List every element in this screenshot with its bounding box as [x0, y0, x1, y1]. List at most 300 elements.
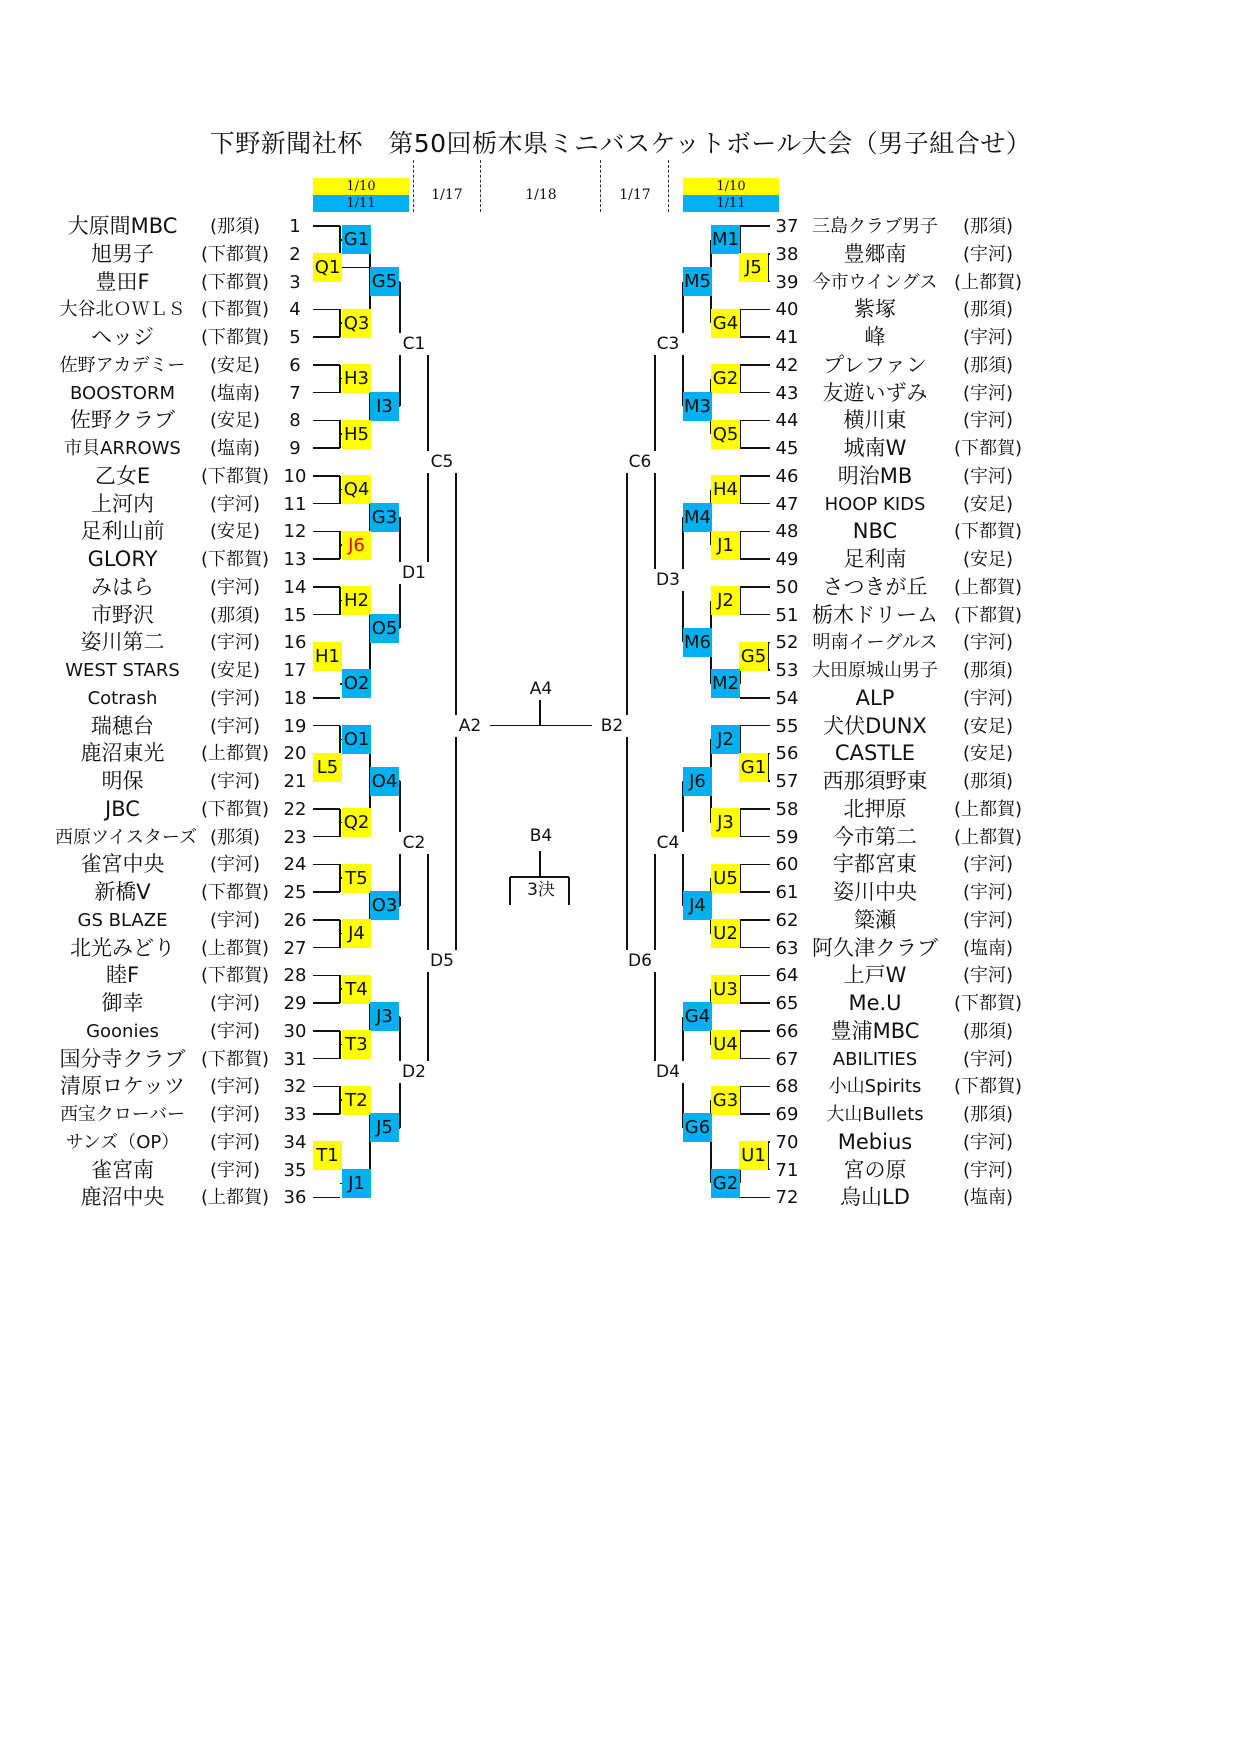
game-box: Q2	[342, 808, 371, 837]
team-name: 雀宮南	[91, 1157, 154, 1182]
team-number: 56	[775, 743, 799, 765]
team-number: 13	[283, 549, 307, 570]
team-prefecture: (安足)	[209, 521, 261, 543]
bracket-line	[740, 891, 770, 893]
team-prefecture: (下都賀)	[200, 798, 270, 820]
bracket-line	[313, 531, 340, 533]
team-name: 清原ロケッツ	[60, 1074, 185, 1099]
game-box: T4	[342, 975, 371, 1004]
round-label: D6	[620, 950, 660, 972]
bracket-line	[740, 1002, 770, 1004]
round-label: D5	[422, 950, 462, 972]
team-prefecture: (上都賀)	[200, 743, 270, 765]
round-label: B4	[521, 825, 561, 847]
bracket-line	[740, 836, 770, 838]
bracket-line	[740, 725, 770, 727]
game-box: U1	[739, 1141, 768, 1170]
team-name: 足利山前	[80, 519, 165, 544]
game-box: I3	[370, 392, 399, 421]
game-box: M5	[683, 267, 712, 296]
team-prefecture: (宇河)	[209, 854, 261, 876]
team-prefecture: (上都賀)	[953, 826, 1023, 848]
header-date-right-yellow: 1/10	[683, 178, 779, 195]
team-number: 1	[289, 216, 301, 237]
team-prefecture: (宇河)	[209, 1104, 261, 1125]
team-name: JBC	[105, 796, 140, 821]
bracket-line	[740, 364, 770, 366]
bracket-line	[740, 503, 770, 505]
team-name: 西原ツイスターズ	[55, 826, 198, 848]
team-number: 46	[775, 465, 799, 487]
team-prefecture: (宇河)	[209, 771, 261, 792]
team-number: 10	[283, 465, 307, 487]
bracket-line	[740, 586, 770, 588]
team-number: 6	[289, 354, 301, 376]
round-label: C4	[648, 832, 688, 854]
team-number: 54	[775, 687, 799, 709]
team-name: 明保	[101, 769, 144, 793]
team-number: 14	[283, 576, 307, 598]
team-name: 栃木ドリーム	[812, 602, 938, 627]
team-prefecture: (上都賀)	[953, 798, 1023, 820]
bracket-line	[740, 919, 770, 921]
game-box: G6	[683, 1113, 712, 1142]
team-name: 豊郷南	[843, 241, 907, 266]
team-prefecture: (那須)	[962, 1020, 1014, 1042]
team-number: 33	[283, 1104, 307, 1125]
team-prefecture: (下都賀)	[953, 521, 1023, 543]
game-box: G3	[711, 1086, 740, 1115]
round-label: C3	[648, 333, 688, 355]
bracket-line	[740, 947, 770, 949]
game-box: H2	[342, 586, 371, 615]
team-prefecture: (宇河)	[209, 687, 261, 709]
team-number: 57	[775, 771, 799, 792]
team-number: 63	[775, 937, 799, 959]
team-name: みはら	[91, 574, 154, 599]
page-title: 下野新聞社杯 第50回栃木県ミニバスケットボール大会（男子組合せ）	[209, 129, 1032, 158]
team-name: 旭男子	[91, 241, 154, 266]
team-prefecture: (宇河)	[962, 243, 1014, 265]
team-number: 64	[775, 965, 799, 987]
team-name: 国分寺クラブ	[59, 1046, 186, 1071]
team-prefecture: (宇河)	[209, 1076, 261, 1098]
game-box: J5	[370, 1113, 399, 1142]
header-date-left-blue: 1/11	[313, 195, 409, 212]
bracket-line	[510, 876, 569, 878]
bracket-line	[539, 698, 541, 726]
team-name: さつきが丘	[822, 574, 928, 599]
bracket-line	[740, 864, 770, 866]
bracket-line	[313, 420, 340, 422]
team-prefecture: (安足)	[962, 493, 1014, 515]
game-box: H4	[711, 475, 740, 504]
game-box: L5	[313, 753, 342, 782]
game-box: Q4	[342, 475, 371, 504]
team-name: CASTLE	[834, 741, 916, 766]
team-name: WEST STARS	[65, 660, 180, 681]
team-name: HOOP KIDS	[824, 493, 926, 515]
bracket-line	[313, 725, 340, 727]
bracket-line	[539, 851, 541, 877]
team-prefecture: (下都賀)	[200, 243, 270, 265]
team-name: 今市ウイングス	[812, 271, 938, 293]
game-box: M1	[711, 225, 740, 254]
bracket-line	[313, 1086, 340, 1088]
team-prefecture: (安足)	[962, 743, 1014, 765]
team-name: 鹿沼中央	[80, 1185, 165, 1210]
team-number: 2	[289, 243, 301, 265]
team-name: 上河内	[91, 491, 154, 516]
team-prefecture: (宇河)	[962, 854, 1014, 876]
game-box: J4	[683, 891, 712, 920]
team-number: 28	[283, 965, 307, 987]
bracket-line	[740, 1197, 770, 1199]
team-name: Cotrash	[87, 687, 158, 709]
bracket-line	[313, 891, 340, 893]
team-number: 34	[283, 1131, 307, 1153]
game-box: H5	[342, 420, 371, 449]
team-number: 45	[775, 438, 799, 459]
game-box: J6	[683, 767, 712, 796]
team-number: 24	[283, 854, 307, 876]
team-prefecture: (宇河)	[962, 1159, 1014, 1181]
header-date-left-yellow: 1/10	[313, 178, 409, 195]
team-number: 18	[283, 687, 307, 709]
bracket-line	[313, 1113, 340, 1115]
bracket-line	[740, 614, 770, 616]
team-name: 峰	[864, 325, 886, 349]
round-label: C2	[394, 832, 434, 854]
team-number: 69	[775, 1104, 799, 1125]
bracket-line	[340, 267, 370, 269]
round-label: D1	[394, 562, 434, 584]
bracket-line	[313, 614, 340, 616]
round-label: C1	[394, 333, 434, 355]
team-prefecture: (那須)	[962, 299, 1014, 321]
team-name: 北押原	[843, 796, 907, 821]
game-box: G3	[370, 503, 399, 532]
bracket-line	[313, 586, 340, 588]
team-prefecture: (下都賀)	[200, 882, 270, 903]
team-name: 宇都宮東	[833, 852, 917, 877]
team-number: 35	[283, 1159, 307, 1181]
bracket-line	[740, 808, 770, 810]
team-name: 西那須野東	[822, 769, 928, 793]
team-name: 明南イーグルス	[812, 632, 938, 654]
team-number: 67	[775, 1048, 799, 1070]
game-box: J3	[711, 808, 740, 837]
bracket-line	[313, 558, 340, 560]
bracket-line	[313, 864, 340, 866]
bracket-line	[740, 420, 770, 422]
team-prefecture: (宇河)	[209, 493, 261, 515]
game-box: J3	[370, 1002, 399, 1031]
team-name: 大原間MBC	[67, 214, 178, 238]
bracket-line	[313, 309, 340, 311]
round-label: D2	[394, 1061, 434, 1083]
game-box: T5	[342, 864, 371, 893]
team-prefecture: (宇河)	[209, 576, 261, 598]
game-box: G2	[711, 1169, 740, 1198]
game-box: J5	[739, 253, 768, 282]
team-prefecture: (下都賀)	[953, 993, 1023, 1014]
game-box: G2	[711, 364, 740, 393]
team-prefecture: (塩南)	[209, 438, 261, 459]
team-number: 11	[283, 493, 307, 515]
team-name: 鹿沼東光	[80, 741, 165, 766]
bracket-line	[313, 475, 340, 477]
game-box: O1	[342, 725, 371, 754]
bracket-line	[740, 392, 770, 394]
header-date-left-mid: 1/17	[431, 187, 463, 203]
bracket-line	[626, 462, 628, 962]
bracket-line	[313, 1197, 340, 1199]
team-number: 16	[283, 632, 307, 654]
team-number: 42	[775, 354, 799, 376]
team-prefecture: (安足)	[209, 660, 261, 681]
bracket-line	[740, 697, 770, 699]
team-prefecture: (那須)	[962, 354, 1014, 376]
bracket-line	[740, 475, 770, 477]
team-name: GLORY	[87, 547, 158, 571]
bracket-line	[313, 503, 340, 505]
game-box: J1	[342, 1169, 371, 1198]
round-label: C5	[422, 451, 462, 473]
team-name: 紫塚	[854, 297, 896, 322]
round-label: A4	[521, 678, 561, 700]
team-prefecture: (那須)	[962, 216, 1014, 237]
bracket-line	[313, 1058, 340, 1060]
header-divider	[413, 160, 414, 212]
round-label: D3	[648, 569, 688, 591]
team-number: 58	[775, 798, 799, 820]
team-name: 佐野アカデミー	[59, 354, 186, 376]
team-prefecture: (宇河)	[962, 410, 1014, 432]
team-name: 足利南	[843, 547, 907, 571]
bracket-line	[313, 364, 340, 366]
team-prefecture: (宇河)	[962, 1131, 1014, 1153]
team-number: 60	[775, 854, 799, 876]
team-number: 51	[775, 604, 799, 626]
bracket-line	[313, 1030, 340, 1032]
game-box: J2	[711, 586, 740, 615]
team-number: 70	[775, 1131, 799, 1153]
team-name: 瑞穂台	[91, 713, 154, 738]
team-name: Goonies	[86, 1020, 159, 1042]
team-prefecture: (宇河)	[209, 1020, 261, 1042]
team-name: ABILITIES	[832, 1048, 918, 1070]
round-label: C6	[620, 451, 660, 473]
team-number: 49	[775, 549, 799, 570]
bracket-line	[740, 1058, 770, 1060]
team-number: 55	[775, 715, 799, 737]
round-label: B2	[592, 715, 632, 737]
team-name: 佐野クラブ	[70, 408, 175, 433]
team-name: 御幸	[101, 991, 144, 1015]
bracket-line	[740, 225, 770, 227]
game-box: U2	[711, 919, 740, 948]
game-box: T2	[342, 1086, 371, 1115]
team-prefecture: (下都賀)	[200, 549, 270, 570]
team-name: ヘッジ	[91, 325, 154, 349]
team-prefecture: (安足)	[209, 354, 261, 376]
team-number: 38	[775, 243, 799, 265]
team-number: 65	[775, 993, 799, 1014]
bracket-line	[313, 1002, 340, 1004]
bracket-line	[740, 309, 770, 311]
team-prefecture: (下都賀)	[200, 299, 270, 321]
team-number: 44	[775, 410, 799, 432]
team-prefecture: (安足)	[962, 549, 1014, 570]
team-number: 39	[775, 271, 799, 293]
team-number: 48	[775, 521, 799, 543]
team-prefecture: (塩南)	[962, 1187, 1014, 1209]
team-name: GS BLAZE	[77, 909, 168, 931]
bracket-line	[313, 975, 340, 977]
bracket-line	[740, 975, 770, 977]
team-prefecture: (宇河)	[962, 1048, 1014, 1070]
bracket-line	[509, 877, 511, 905]
team-number: 59	[775, 826, 799, 848]
team-name: 新橋V	[94, 880, 151, 904]
header-divider	[668, 160, 669, 212]
team-prefecture: (下都賀)	[200, 465, 270, 487]
bracket-line	[740, 1030, 770, 1032]
game-box: O4	[370, 767, 399, 796]
team-number: 40	[775, 299, 799, 321]
team-prefecture: (下都賀)	[200, 327, 270, 348]
team-number: 41	[775, 327, 799, 348]
team-name: 豊田F	[95, 269, 150, 294]
header-date-right-mid: 1/17	[619, 187, 651, 203]
header-date-center: 1/18	[525, 187, 557, 203]
game-box: Q3	[342, 309, 371, 338]
team-name: 友遊いずみ	[822, 380, 928, 405]
game-box: Q5	[711, 420, 740, 449]
team-prefecture: (宇河)	[209, 715, 261, 737]
team-prefecture: (宇河)	[962, 632, 1014, 654]
header-divider	[600, 160, 601, 212]
game-box: J4	[342, 919, 371, 948]
bracket-line	[313, 808, 340, 810]
team-prefecture: (那須)	[962, 660, 1014, 681]
game-box: O5	[370, 614, 399, 643]
team-prefecture: (宇河)	[209, 632, 261, 654]
game-box: O3	[370, 891, 399, 920]
team-number: 32	[283, 1076, 307, 1098]
team-number: 7	[289, 382, 301, 404]
team-name: 大田原城山男子	[812, 660, 938, 681]
team-number: 47	[775, 493, 799, 515]
game-box: H1	[313, 642, 342, 671]
team-prefecture: (下都賀)	[953, 438, 1023, 459]
bracket-line	[313, 947, 340, 949]
bracket-line	[740, 558, 770, 560]
game-box: G4	[711, 309, 740, 338]
team-prefecture: (下都賀)	[953, 604, 1023, 626]
team-number: 25	[283, 882, 307, 903]
team-name: 烏山LD	[840, 1185, 910, 1210]
game-box: U3	[711, 975, 740, 1004]
game-box: G5	[370, 267, 399, 296]
team-number: 71	[775, 1159, 799, 1181]
team-number: 22	[283, 798, 307, 820]
bracket-line	[740, 531, 770, 533]
team-name: 姿川第二	[80, 630, 165, 655]
team-prefecture: (上都賀)	[953, 271, 1023, 293]
team-name: 城南W	[843, 436, 907, 460]
team-name: BOOSTORM	[70, 382, 175, 404]
team-name: サンズ（OP）	[65, 1131, 180, 1153]
team-number: 5	[289, 327, 301, 348]
team-prefecture: (塩南)	[962, 937, 1014, 959]
team-prefecture: (那須)	[209, 604, 261, 626]
team-prefecture: (上都賀)	[200, 937, 270, 959]
team-number: 61	[775, 882, 799, 903]
bracket-line	[313, 697, 340, 699]
team-number: 66	[775, 1020, 799, 1042]
team-name: 明治MB	[837, 463, 913, 488]
team-name: 小山Spirits	[828, 1076, 922, 1098]
team-name: 大山Bullets	[826, 1104, 924, 1125]
team-name: 豊浦MBC	[830, 1018, 920, 1043]
team-number: 29	[283, 993, 307, 1014]
team-number: 37	[775, 216, 799, 237]
team-prefecture: (上都賀)	[200, 1187, 270, 1209]
team-name: 乙女E	[94, 463, 151, 488]
team-number: 62	[775, 909, 799, 931]
team-number: 53	[775, 660, 799, 681]
team-prefecture: (那須)	[209, 216, 261, 237]
team-name: Me.U	[848, 991, 902, 1015]
team-name: 今市第二	[833, 824, 917, 849]
team-name: 大谷北ＯＷＬＳ	[59, 299, 186, 321]
game-box: G4	[683, 1002, 712, 1031]
team-prefecture: (那須)	[209, 826, 261, 848]
team-name: 宮の原	[843, 1157, 907, 1182]
bracket-line	[313, 836, 340, 838]
game-box: G5	[739, 642, 768, 671]
bracket-line	[313, 336, 340, 338]
team-name: プレファン	[823, 352, 927, 377]
team-name: 簗瀬	[854, 907, 896, 932]
bracket-line	[313, 225, 340, 227]
bracket-line	[455, 462, 457, 962]
bracket-line	[568, 877, 570, 905]
team-number: 31	[283, 1048, 307, 1070]
game-box: G1	[739, 753, 768, 782]
team-prefecture: (宇河)	[962, 465, 1014, 487]
game-box: J6	[342, 531, 371, 560]
team-number: 50	[775, 576, 799, 598]
team-name: ALP	[855, 685, 895, 710]
game-box: H3	[342, 364, 371, 393]
team-number: 12	[283, 521, 307, 543]
round-label: 3決	[521, 879, 561, 901]
round-label: A2	[450, 715, 490, 737]
team-prefecture: (宇河)	[962, 382, 1014, 404]
team-number: 30	[283, 1020, 307, 1042]
team-number: 3	[289, 271, 301, 293]
team-name: 横川東	[843, 408, 907, 433]
team-number: 20	[283, 743, 307, 765]
team-number: 36	[283, 1187, 307, 1209]
team-number: 23	[283, 826, 307, 848]
game-box: T3	[342, 1030, 371, 1059]
team-prefecture: (下都賀)	[953, 1076, 1023, 1098]
team-name: 阿久津クラブ	[812, 935, 938, 960]
